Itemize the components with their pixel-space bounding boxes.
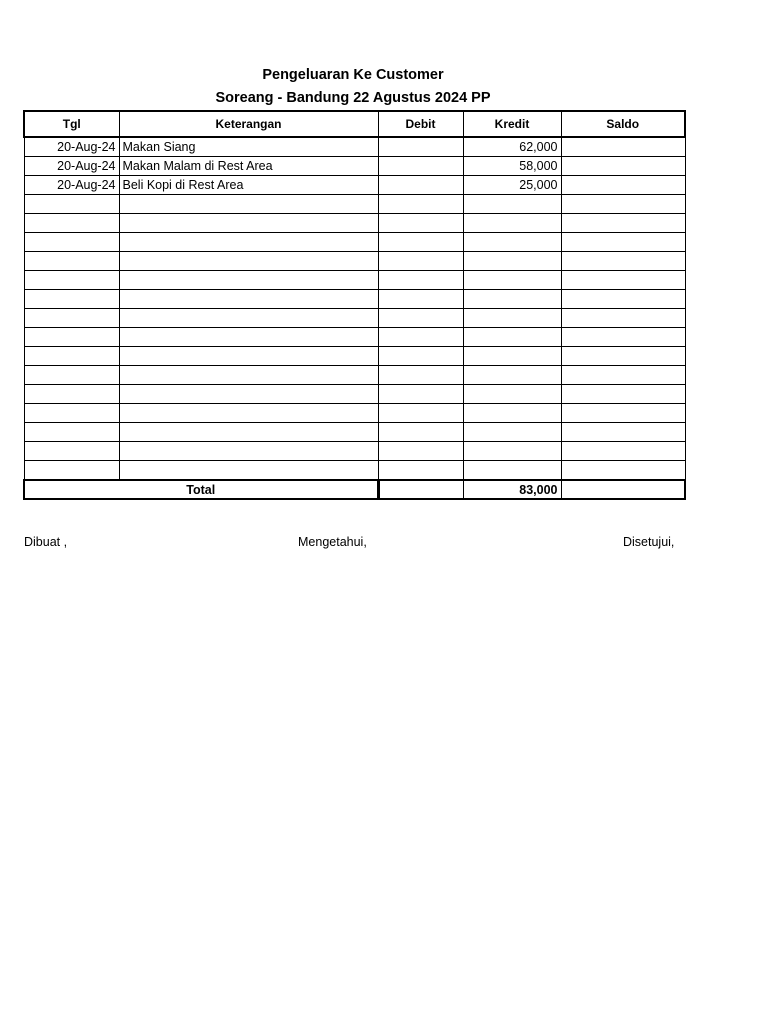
cell-kredit: 58,000 xyxy=(463,157,561,176)
empty-cell xyxy=(463,214,561,233)
empty-cell xyxy=(378,461,463,481)
empty-cell xyxy=(24,252,119,271)
cell-saldo xyxy=(561,176,685,195)
empty-cell xyxy=(463,252,561,271)
cell-tgl: 20-Aug-24 xyxy=(24,176,119,195)
table-row-empty xyxy=(24,404,685,423)
empty-cell xyxy=(378,233,463,252)
empty-cell xyxy=(463,290,561,309)
empty-cell xyxy=(24,423,119,442)
empty-cell xyxy=(378,347,463,366)
empty-cell xyxy=(119,233,378,252)
cell-keterangan: Makan Malam di Rest Area xyxy=(119,157,378,176)
empty-cell xyxy=(24,233,119,252)
table-row-empty xyxy=(24,214,685,233)
column-header-kredit: Kredit xyxy=(463,111,561,137)
empty-cell xyxy=(119,404,378,423)
total-debit xyxy=(378,480,463,499)
empty-cell xyxy=(119,328,378,347)
empty-cell xyxy=(24,347,119,366)
cell-tgl: 20-Aug-24 xyxy=(24,157,119,176)
table-row-empty xyxy=(24,442,685,461)
table-row-empty xyxy=(24,385,685,404)
cell-keterangan: Makan Siang xyxy=(119,137,378,157)
total-saldo xyxy=(561,480,685,499)
empty-cell xyxy=(378,290,463,309)
empty-cell xyxy=(119,195,378,214)
column-header-keterangan: Keterangan xyxy=(119,111,378,137)
document-title: Pengeluaran Ke Customer xyxy=(262,67,444,83)
empty-cell xyxy=(378,214,463,233)
empty-cell xyxy=(463,423,561,442)
empty-cell xyxy=(561,309,685,328)
signature-made-by: Dibuat , xyxy=(24,535,68,549)
empty-cell xyxy=(463,195,561,214)
empty-cell xyxy=(24,290,119,309)
empty-cell xyxy=(119,252,378,271)
empty-cell xyxy=(24,404,119,423)
empty-cell xyxy=(119,442,378,461)
empty-cell xyxy=(119,366,378,385)
signature-known-by: Mengetahui, xyxy=(298,535,367,549)
empty-cell xyxy=(561,233,685,252)
empty-cell xyxy=(24,442,119,461)
empty-cell xyxy=(24,195,119,214)
empty-cell xyxy=(378,404,463,423)
cell-debit xyxy=(378,137,463,157)
table-row-empty xyxy=(24,309,685,328)
table-row-empty xyxy=(24,328,685,347)
table-row-empty xyxy=(24,366,685,385)
empty-cell xyxy=(24,366,119,385)
table-row-empty xyxy=(24,233,685,252)
table-row-empty xyxy=(24,423,685,442)
document-subtitle: Soreang - Bandung 22 Agustus 2024 PP xyxy=(215,90,491,106)
empty-cell xyxy=(463,309,561,328)
table-row xyxy=(24,137,685,157)
empty-cell xyxy=(463,404,561,423)
empty-cell xyxy=(561,366,685,385)
empty-cell xyxy=(378,385,463,404)
empty-cell xyxy=(561,214,685,233)
empty-cell xyxy=(24,214,119,233)
cell-kredit: 62,000 xyxy=(463,137,561,157)
column-header-saldo: Saldo xyxy=(561,111,685,137)
cell-saldo xyxy=(561,137,685,157)
table-row-empty xyxy=(24,461,685,481)
cell-kredit: 25,000 xyxy=(463,176,561,195)
cell-debit xyxy=(378,176,463,195)
table-header-row xyxy=(24,111,685,137)
column-header-debit: Debit xyxy=(378,111,463,137)
cell-tgl: 20-Aug-24 xyxy=(24,137,119,157)
empty-cell xyxy=(378,309,463,328)
empty-cell xyxy=(119,290,378,309)
empty-cell xyxy=(561,461,685,481)
empty-cell xyxy=(561,385,685,404)
table-row-empty xyxy=(24,347,685,366)
total-label: Total xyxy=(24,480,378,499)
empty-cell xyxy=(561,328,685,347)
empty-cell xyxy=(561,442,685,461)
empty-cell xyxy=(119,385,378,404)
column-header-tgl: Tgl xyxy=(24,111,119,137)
expense-table xyxy=(23,110,686,500)
empty-cell xyxy=(24,461,119,481)
empty-cell xyxy=(463,442,561,461)
empty-cell xyxy=(561,252,685,271)
cell-keterangan: Beli Kopi di Rest Area xyxy=(119,176,378,195)
empty-cell xyxy=(119,309,378,328)
table-row xyxy=(24,176,685,195)
empty-cell xyxy=(561,271,685,290)
empty-cell xyxy=(24,328,119,347)
empty-cell xyxy=(119,347,378,366)
empty-cell xyxy=(463,385,561,404)
empty-cell xyxy=(463,347,561,366)
empty-cell xyxy=(119,271,378,290)
empty-cell xyxy=(378,366,463,385)
empty-cell xyxy=(378,423,463,442)
total-kredit: 83,000 xyxy=(463,480,561,499)
cell-saldo xyxy=(561,157,685,176)
empty-cell xyxy=(463,461,561,481)
empty-cell xyxy=(561,423,685,442)
table-row-empty xyxy=(24,252,685,271)
empty-cell xyxy=(119,214,378,233)
empty-cell xyxy=(378,252,463,271)
table-row-empty xyxy=(24,195,685,214)
empty-cell xyxy=(24,309,119,328)
empty-cell xyxy=(561,347,685,366)
empty-cell xyxy=(24,271,119,290)
empty-cell xyxy=(378,271,463,290)
total-row xyxy=(24,480,685,499)
table-row xyxy=(24,157,685,176)
empty-cell xyxy=(463,271,561,290)
empty-cell xyxy=(463,233,561,252)
table-row-empty xyxy=(24,271,685,290)
signature-approved-by: Disetujui, xyxy=(623,535,675,549)
empty-cell xyxy=(378,442,463,461)
table-row-empty xyxy=(24,290,685,309)
empty-cell xyxy=(463,328,561,347)
empty-cell xyxy=(378,328,463,347)
empty-cell xyxy=(119,423,378,442)
empty-cell xyxy=(24,385,119,404)
empty-cell xyxy=(463,366,561,385)
cell-debit xyxy=(378,157,463,176)
empty-cell xyxy=(561,404,685,423)
empty-cell xyxy=(378,195,463,214)
empty-cell xyxy=(119,461,378,481)
empty-cell xyxy=(561,290,685,309)
empty-cell xyxy=(561,195,685,214)
